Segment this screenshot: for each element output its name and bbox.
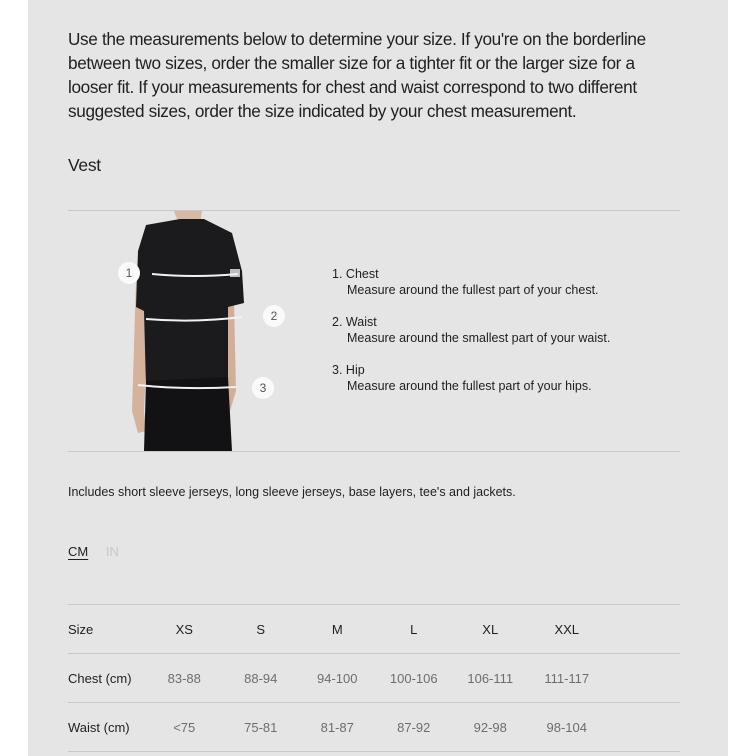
table-spacer bbox=[605, 703, 680, 752]
measurement-figure bbox=[124, 211, 278, 451]
instruction-number: 2. bbox=[332, 315, 343, 329]
size-header: XS bbox=[146, 605, 223, 654]
size-table bbox=[68, 604, 680, 752]
table-cell: <75 bbox=[146, 703, 223, 752]
unit-toggle bbox=[68, 544, 133, 559]
instruction-hip bbox=[332, 362, 610, 394]
table-cell: 75-81 bbox=[223, 703, 300, 752]
table-cell: 83-88 bbox=[146, 654, 223, 703]
table-cell: 111-117 bbox=[529, 654, 606, 703]
marker-chest: 1 bbox=[118, 262, 140, 284]
size-header: XXL bbox=[529, 605, 606, 654]
size-header: XL bbox=[452, 605, 529, 654]
instruction-title: Chest bbox=[345, 267, 379, 281]
instruction-desc: Measure around the fullest part of your chest. bbox=[347, 283, 599, 297]
size-header: S bbox=[223, 605, 300, 654]
instruction-desc: Measure around the fullest part of your hips. bbox=[347, 379, 592, 393]
table-cell: 106-111 bbox=[452, 654, 529, 703]
row-label: Waist (cm) bbox=[68, 703, 146, 752]
table-cell: 88-94 bbox=[223, 654, 300, 703]
instruction-desc: Measure around the smallest part of your waist. bbox=[347, 331, 611, 345]
model-illustration bbox=[124, 211, 252, 451]
instruction-chest bbox=[332, 266, 610, 298]
table-header-row bbox=[68, 605, 680, 654]
unit-in-tab[interactable]: IN bbox=[105, 544, 119, 559]
instruction-title: Waist bbox=[345, 315, 377, 329]
unit-cm-tab[interactable]: CM bbox=[68, 544, 89, 559]
size-header: L bbox=[376, 605, 453, 654]
includes-text: Includes short sleeve jerseys, long sleeve jerseys, base layers, tee's and jackets. bbox=[68, 485, 516, 499]
divider bbox=[68, 451, 680, 452]
section-title: Vest bbox=[68, 155, 101, 175]
table-spacer bbox=[605, 605, 680, 654]
table-spacer bbox=[605, 654, 680, 703]
measurement-instructions bbox=[332, 266, 610, 410]
intro-text: Use the measurements below to determine your size. If you're on the borderline between two sizes, order the smaller size for a tighter fit or the larger size for a looser fit. If your measurements for chest and waist correspond to two different suggested sizes, order the size indicated by your chest measurement. bbox=[68, 29, 646, 121]
marker-hip: 3 bbox=[252, 377, 274, 399]
row-label: Chest (cm) bbox=[68, 654, 146, 703]
table-cell: 98-104 bbox=[529, 703, 606, 752]
table-cell: 92-98 bbox=[452, 703, 529, 752]
table-row-chest bbox=[68, 654, 680, 703]
instruction-number: 1. bbox=[332, 267, 343, 281]
size-header: M bbox=[299, 605, 376, 654]
table-cell: 81-87 bbox=[299, 703, 376, 752]
table-cell: 87-92 bbox=[376, 703, 453, 752]
instruction-waist bbox=[332, 314, 610, 346]
table-header-label: Size bbox=[68, 605, 146, 654]
table-cell: 100-106 bbox=[376, 654, 453, 703]
table-row-waist bbox=[68, 703, 680, 752]
size-guide-panel bbox=[28, 0, 728, 756]
instruction-title: Hip bbox=[345, 363, 365, 377]
table-cell: 94-100 bbox=[299, 654, 376, 703]
instruction-number: 3. bbox=[332, 363, 343, 377]
marker-waist: 2 bbox=[263, 305, 285, 327]
